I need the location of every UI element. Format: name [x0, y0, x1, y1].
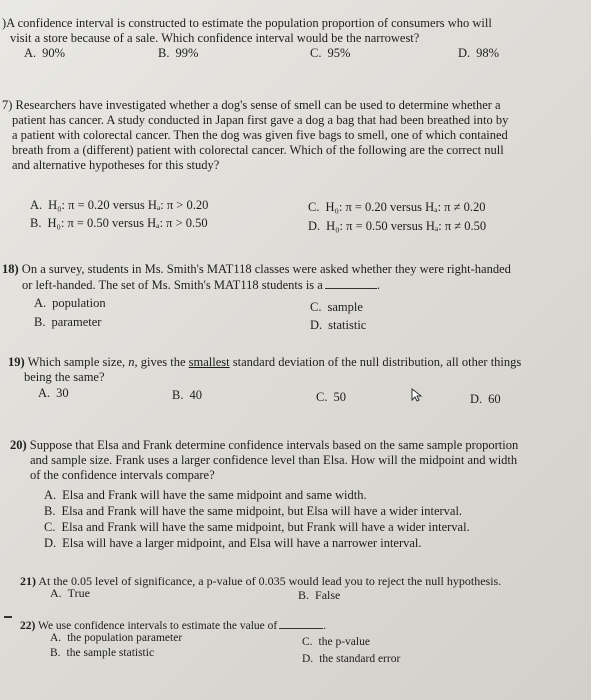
question-17-number: 7) — [2, 98, 13, 112]
q18-option-d[interactable]: D. statistic — [310, 318, 367, 332]
q19-option-c[interactable]: C. 50 — [316, 390, 346, 404]
question-17-line-1: 7) Researchers have investigated whether a dog's sense of smell can be used to determine whether a — [2, 98, 501, 112]
question-22-number: 22) — [20, 620, 36, 632]
question-18 — [2, 262, 511, 293]
question-17-line-2: patient has cancer. A study conducted in Japan first gave a dog a bag that had been breathed into by — [12, 113, 509, 127]
question-19 — [8, 355, 521, 385]
q19-option-b[interactable]: B. 40 — [172, 388, 202, 402]
question-16-line-2: visit a store because of a sale. Which confidence interval would be the narrowest? — [10, 31, 420, 45]
question-20-line-1: 20) Suppose that Elsa and Frank determine confidence intervals based on the same sample proportion — [10, 438, 519, 452]
q16-option-a[interactable]: A. 90% — [24, 46, 66, 60]
question-19-line-1: 19) Which sample size, n, gives the smallest standard deviation of the null distribution, all other things — [8, 355, 522, 369]
question-19-number: 19) — [8, 355, 25, 369]
question-17-line-3: a patient with colorectal cancer. Then the dog was given five bags to smell, one of which contained — [12, 128, 508, 142]
q22-option-c[interactable]: C. the p-value — [302, 636, 370, 648]
q17-option-c[interactable]: C. H₀: π = 0.20 versus Hₐ: π ≠ 0.20 — [308, 200, 486, 214]
question-19-line-2: being the same? — [24, 370, 105, 384]
q19-option-a[interactable]: A. 30 — [38, 386, 69, 400]
q20-option-c[interactable]: C. Elsa and Frank will have the same midpoint, but Frank will have a wider interval. — [44, 520, 470, 534]
question-17 — [2, 98, 508, 173]
question-21-line: 21) At the 0.05 level of significance, a p-value of 0.035 would lead you to reject the null hypothesis. — [20, 574, 502, 588]
q16-option-d[interactable]: D. 98% — [458, 46, 500, 60]
answer-blank — [325, 277, 377, 289]
question-18-line-1: 18) On a survey, students in Ms. Smith's MAT118 classes were asked whether they were right-handed — [2, 262, 511, 276]
margin-dash-mark — [4, 616, 12, 618]
question-20-line-2: and sample size. Frank uses a larger confidence level than Elsa. How will the midpoint and width — [30, 453, 518, 467]
question-20 — [10, 438, 518, 483]
question-22-line: 22) We use confidence intervals to estimate the value of . — [20, 617, 326, 634]
q18-option-a[interactable]: A. population — [34, 296, 106, 310]
question-20-number: 20) — [10, 438, 27, 452]
q17-option-a[interactable]: A. H₀: π = 0.20 versus Hₐ: π > 0.20 — [30, 198, 209, 212]
mouse-cursor-icon-graphic — [410, 388, 424, 402]
question-16 — [2, 16, 492, 46]
q20-option-b[interactable]: B. Elsa and Frank will have the same midpoint, but Elsa will have a wider interval. — [44, 504, 463, 518]
q22-option-b[interactable]: B. the sample statistic — [50, 647, 155, 659]
question-18-line-2: or left-handed. The set of Ms. Smith's MAT118 students is a . — [22, 278, 380, 292]
q22-option-d[interactable]: D. the standard error — [302, 653, 401, 665]
q17-option-b[interactable]: B. H₀: π = 0.50 versus Hₐ: π > 0.50 — [30, 216, 208, 230]
question-21 — [20, 574, 501, 589]
mouse-cursor-icon — [410, 388, 424, 402]
q21-option-b[interactable]: B. False — [298, 588, 341, 602]
question-16-line-1: )A confidence interval is constructed to estimate the population proportion of consumers who will — [2, 16, 492, 30]
q17-option-d[interactable]: D. H₀: π = 0.50 versus Hₐ: π ≠ 0.50 — [308, 219, 487, 233]
q18-option-c[interactable]: C. sample — [310, 300, 363, 314]
question-16-number: ) — [2, 16, 7, 30]
question-20-line-3: of the confidence intervals compare? — [30, 468, 215, 482]
answer-blank — [279, 617, 323, 629]
question-17-line-5: and alternative hypotheses for this study? — [12, 158, 220, 172]
question-21-number: 21) — [20, 574, 36, 588]
q22-option-a[interactable]: A. the population parameter — [50, 632, 183, 644]
q19-option-d[interactable]: D. 60 — [470, 392, 501, 406]
question-17-line-4: breath from a (different) patient with colorectal cancer. Which of the following are the correct null — [12, 143, 504, 157]
q18-option-b[interactable]: B. parameter — [34, 315, 102, 329]
q20-option-a[interactable]: A. Elsa and Frank will have the same midpoint and same width. — [44, 488, 367, 502]
q21-option-a[interactable]: A. True — [50, 586, 90, 600]
q16-option-c[interactable]: C. 95% — [310, 46, 351, 60]
question-18-number: 18) — [2, 262, 19, 276]
q20-option-d[interactable]: D. Elsa will have a larger midpoint, and Elsa will have a narrower interval. — [44, 536, 422, 550]
q16-option-b[interactable]: B. 99% — [158, 46, 199, 60]
